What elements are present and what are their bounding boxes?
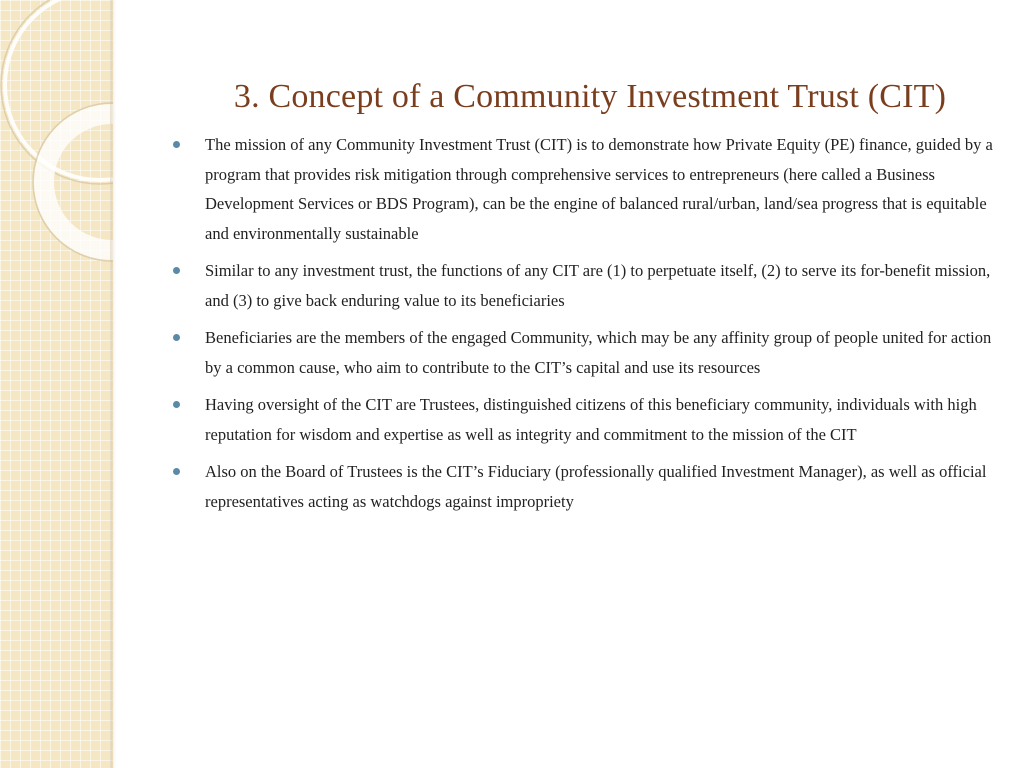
bullet-item bbox=[170, 457, 995, 516]
bullet-item bbox=[170, 390, 995, 449]
bullet-text: The mission of any Community Investment Trust (CIT) is to demonstrate how Private Equity (PE) finance, guided by a program that provides risk mitigation through comprehensive services to entrepreneurs (here called a Business Development Services or BDS Program), can be the engine of balanced rural/urban, land/sea progress that is equitable and environmentally sustainable bbox=[205, 135, 993, 243]
decorative-rings bbox=[0, 0, 113, 768]
decorative-sidebar bbox=[0, 0, 113, 768]
bullet-icon bbox=[173, 267, 180, 274]
bullet-item bbox=[170, 256, 995, 315]
bullet-icon bbox=[173, 334, 180, 341]
sidebar-edge bbox=[110, 0, 116, 768]
bullet-text: Also on the Board of Trustees is the CIT’s Fiduciary (professionally qualified Investment Manager), as well as official representatives acting as watchdogs against impropriety bbox=[205, 462, 987, 511]
bullet-item bbox=[170, 323, 995, 382]
bullet-icon bbox=[173, 468, 180, 475]
bullet-text: Beneficiaries are the members of the engaged Community, which may be any affinity group of people united for action by a common cause, who aim to contribute to the CIT’s capital and use its resources bbox=[205, 328, 992, 377]
slide-title: 3. Concept of a Community Investment Trust (CIT) bbox=[233, 78, 947, 115]
bullet-icon bbox=[173, 401, 180, 408]
bullet-text: Having oversight of the CIT are Trustees, distinguished citizens of this beneficiary community, individuals with high reputation for wisdom and expertise as well as integrity and commitment to the mission of the CIT bbox=[205, 395, 977, 444]
bullet-icon bbox=[173, 141, 180, 148]
bullet-text: Similar to any investment trust, the functions of any CIT are (1) to perpetuate itself, (2) to serve its for-benefit mission, and (3) to give back enduring value to its beneficiaries bbox=[205, 261, 991, 310]
bullet-list bbox=[170, 130, 995, 524]
bullet-item bbox=[170, 130, 995, 248]
